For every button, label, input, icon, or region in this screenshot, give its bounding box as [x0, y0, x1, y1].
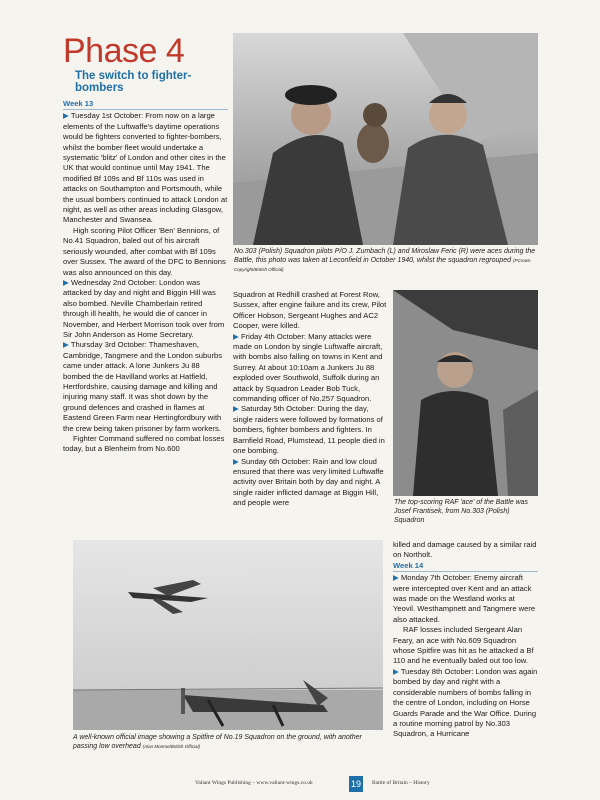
- paragraph: Squadron at Redhill crashed at Forest Row, Sussex, after engine failure and its crew, Pilot Officer Hobson, Sergeant Hughes and AC2 Cooper, were killed.: [233, 290, 387, 331]
- page-title: Phase 4: [63, 32, 185, 70]
- paragraph: Sunday 6th October: Rain and low cloud ensured that there was very limited Luftwaffe activity over Britain both by day and night. A single raider inflicted damage at Biggin Hill, and people were: [233, 456, 384, 508]
- paragraph: RAF losses included Sergeant Alan Feary, an ace with No.609 Squadron whose Spitfire was hit as he attacked a Bf 110 and he eventually baled out too low.: [393, 625, 534, 666]
- right-photo-caption: The top-scoring RAF 'ace' of the Battle was Josef Frantisek, from No.303 (Polish) Squadron: [394, 499, 529, 524]
- top-photo-caption: [234, 247, 536, 274]
- paragraph: Saturday 5th October: During the day, single raiders were followed by formations of bombers, fighter bombers and fighters. In Barnfield Road, Plumstead, 11 people died in one bombing.: [233, 404, 385, 456]
- bottom-photo-caption: [73, 733, 385, 751]
- spitfire-photo-illustration: [73, 540, 383, 730]
- paragraph: Thursday 3rd October: Thameshaven, Cambridge, Tangmere and the London suburbs came under attack. A lone Junkers Ju 88 bombed the de Havilland works at Hatfield, Hertfordshire, causing damage and killing and injuring many staff. It was shot down by the ground defences and crashed in flames at Eastend Green Farm near Hertingfordbury with the crew being taken prisoner by farm workers.: [63, 340, 223, 433]
- caption-text: No.303 (Polish) Squadron pilots P/O J. Zumbach (L) and Miroslaw Feric (R) were aces during the Battle, this photo was taken at Leconfield in October 1940, whilst the squadron regrouped: [234, 248, 536, 264]
- paragraph: Tuesday 1st October: From now on a large elements of the Luftwaffe's daytime operations would be fighters converted to fighter-bombers, whilst the bomber fleet would undertake a systematic 'blitz' of London and other cites in the UK that would continue until May 1941. The modified Bf 109s and Bf 110s was used in attacks on Southampton and Portsmouth, while the usual bombers continued to attack London at night, as well as other areas including Glasgow, Manchester and Swansea.: [63, 111, 228, 225]
- spitfire-photo: [73, 540, 383, 730]
- paragraph: Wednesday 2nd October: London was attacked by day and night and Biggin Hill was also bombed. Neville Chamberlain retired through ill health, he would die of cancer in November, and Herbert Morrison took over from Sir John Anderson as Home Secretary.: [63, 277, 225, 339]
- pilots-with-dog-photo: [233, 33, 538, 245]
- footer-publisher: Valiant Wings Publishing – www.valiant-wings.co.uk: [195, 780, 313, 786]
- week-heading: Week 13: [63, 99, 228, 110]
- page-subtitle: The switch to fighter-bombers: [75, 70, 192, 94]
- column-2: Squadron at Redhill crashed at Forest Row, Sussex, after engine failure and its crew, Pilot Officer Hobson, Sergeant Hughes and AC2 Cooper, were killed. ▶ Friday 4th October: Many attacks were made on London by single Luftwaffe aircraft, with bombs also falling on towns in Kent and Surrey. At about 10:10am a Junkers Ju 88 exploded over Southwold, Suffolk during an attack by Squadron Leader Bob Tuck, commanding officer of No.257 Squadron. ▶ Saturday 5th October: During the day, single raiders were followed by formations of bombers, fighter bombers and fighters. In Barnfield Road, Plumstead, 11 people died in one bombing. ▶ Sunday 6th October: Rain and low cloud ensured that there was very limited Luftwaffe activity over Britain both by day and night. A single raider inflicted damage at Biggin Hill, and people were: [233, 290, 387, 508]
- caption-text: A well-known official image showing a Spitfire of No.19 Squadron on the ground, with another passing low overhead: [73, 734, 362, 750]
- footer-series: Battle of Britain – History: [372, 780, 430, 786]
- paragraph: Monday 7th October: Enemy aircraft were intercepted over Kent and an attack was made on the Westland works at Yeovil. Westhampnett and Tangmere were also attacked.: [393, 573, 536, 624]
- week-heading: Week 14: [393, 561, 538, 572]
- column-1: Week 13 ▶ Tuesday 1st October: From now on a large elements of the Luftwaffe's daytime operations would be fighters converted to fighter-bombers, whilst the bomber fleet would undertake a systematic 'blitz' of London and other cites in the UK that would continue until May 1941. The modified Bf 109s and Bf 110s was used in attacks on Southampton and Portsmouth, while the usual bombers continued to attack London at night, as well as other areas including Glasgow, Manchester and Swansea. High scoring Pilot Officer 'Ben' Bennions, of No.41 Squadron, baled out of his aircraft seriously wounded, after combat with Bf 109s over Sussex. The award of the DFC to Bennions was also announced on this day. ▶ Wednesday 2nd October: London was attacked by day and night and Biggin Hill was also bombed. Neville Chamberlain retired through ill health, he would die of cancer in November, and Herbert Morrison took over from Sir John Anderson as Home Secretary. ▶ Thursday 3rd October: Thameshaven, Cambridge, Tangmere and the London suburbs came under attack. A lone Junkers Ju 88 bombed the de Havilland works at Hatfield, Hertfordshire, causing damage and killing and injuring many staff. It was shot down by the ground defences and crashed in flames at Eastend Green Farm near Hertingfordbury with the crew being taken prisoner by farm workers. Fighter Command suffered no combat losses today, but a Blenheim from No.600: [63, 99, 228, 454]
- page-number: 19: [349, 776, 363, 792]
- frantisek-photo-illustration: [393, 290, 538, 496]
- photo-credit: (PCrown Copyright/British Official): [234, 258, 531, 272]
- pilots-photo-illustration: [233, 33, 538, 245]
- photo-credit: (Alan Monroe/British Official): [142, 744, 200, 749]
- paragraph: Fighter Command suffered no combat losses today, but a Blenheim from No.600: [63, 434, 225, 454]
- frantisek-photo: [393, 290, 538, 496]
- paragraph: killed and damage caused by a similar raid on Northolt.: [393, 540, 537, 560]
- paragraph: High scoring Pilot Officer 'Ben' Bennions, of No.41 Squadron, baled out of his aircraft seriously wounded, after combat with Bf 109s over Sussex. The award of the DFC to Bennions was also announced on this day.: [63, 225, 226, 277]
- paragraph: Tuesday 8th October: London was again bombed by day and night with a considerable numbers of bombs falling in the centre of London, including on Horse Guards Parade and the War Office. During a routine morning patrol by No.303 Squadron, a Hurricane: [393, 666, 538, 739]
- column-3: killed and damage caused by a similar raid on Northolt. Week 14 ▶ Monday 7th October: Enemy aircraft were intercepted over Kent and an attack was made on the Westland works at Yeovil. Westhampnett and Tangmere were also attacked. RAF losses included Sergeant Alan Feary, an ace with No.609 Squadron whose Spitfire was hit as he attacked a Bf 110 and he eventually baled out too low. ▶ Tuesday 8th October: London was again bombed by day and night with a considerable numbers of bombs falling in the centre of London, including on Horse Guards Parade and the War Office. During a routine morning patrol by No.303 Squadron, a Hurricane: [393, 540, 538, 739]
- paragraph: Friday 4th October: Many attacks were made on London by single Luftwaffe aircraft, with bombs also falling on towns in Kent and Surrey. At about 10:10am a Junkers Ju 88 exploded over Southwold, Suffolk during an attack by Squadron Leader Bob Tuck, commanding officer of No.257 Squadron.: [233, 331, 383, 404]
